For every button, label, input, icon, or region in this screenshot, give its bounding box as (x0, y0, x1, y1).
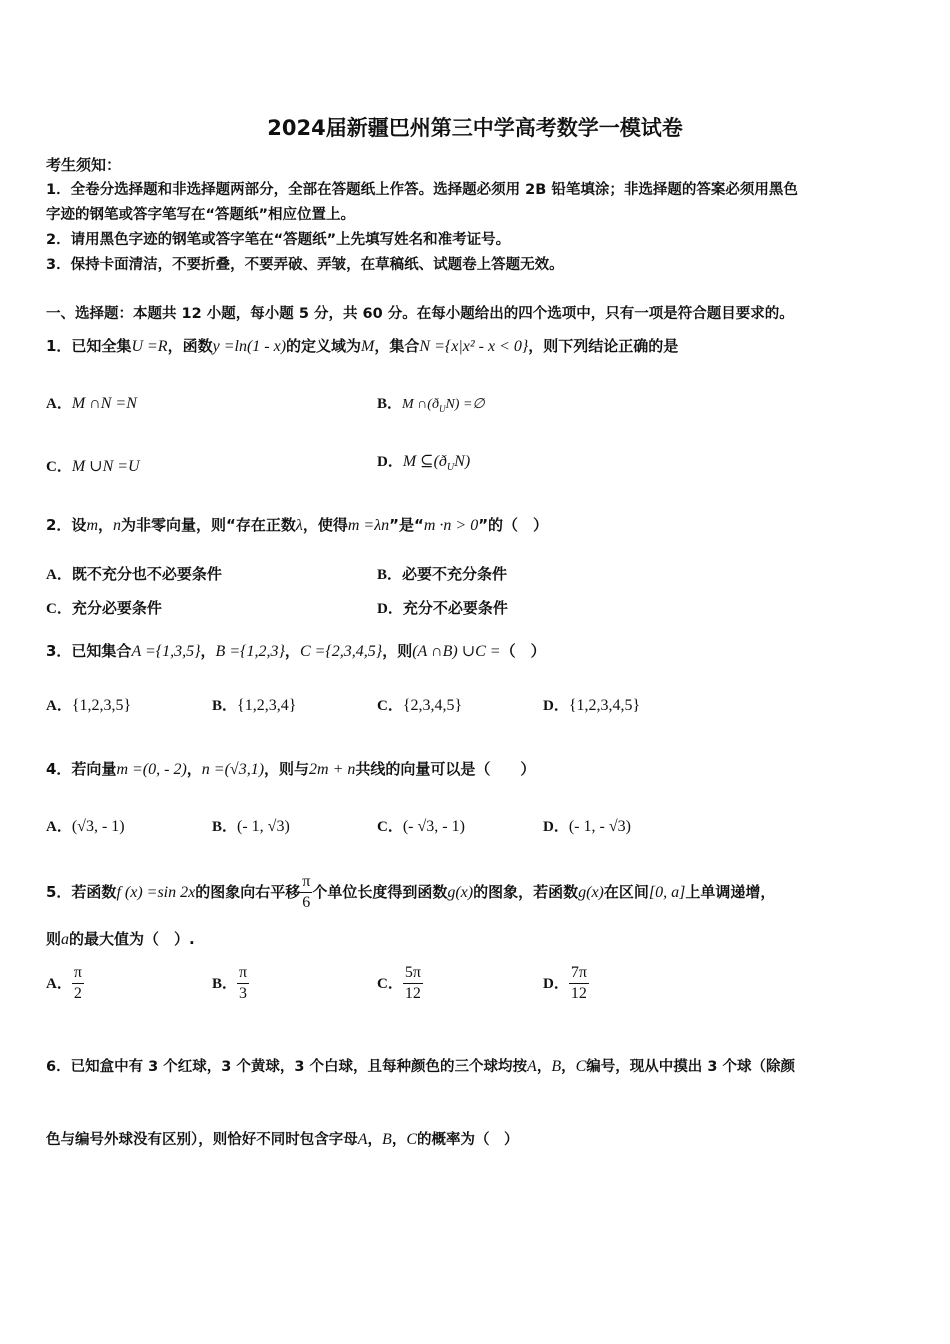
question-1 (46, 335, 678, 356)
option-value: 必要不充分条件 (402, 565, 508, 583)
option-label: D． (543, 819, 569, 835)
q5-text: 在区间 (603, 883, 649, 901)
fraction-denominator: 12 (404, 985, 421, 1002)
q5-text: 5．若函数 (46, 883, 117, 901)
q2-text: ”是“ (389, 516, 424, 534)
option-label: B． (212, 976, 238, 992)
q4-option-d[interactable] (543, 815, 631, 836)
option-label: C． (377, 976, 403, 992)
fraction-denominator: 6 (302, 894, 311, 911)
fraction-numerator: 7π (569, 963, 589, 984)
q6-text: 色与编号外球没有区别），则恰好不同时包含字母 (46, 1132, 358, 1148)
option-label: A． (46, 396, 72, 412)
q1-option-c[interactable] (46, 455, 140, 476)
option-label: C． (377, 819, 403, 835)
question-6 (46, 1055, 795, 1076)
fraction-numerator: 5π (403, 963, 423, 984)
option-value: M ∪N =U (71, 458, 140, 475)
option-value: {1,2,3,5} (71, 697, 132, 714)
q1-text: ，集合 (374, 337, 420, 355)
q2-text: 为非零向量，则“存在正数 (121, 516, 296, 534)
option-value: 既不充分也不必要条件 (71, 565, 222, 583)
q3-math: (A ∩B) ∪C = (412, 643, 501, 660)
q6-text: ， (561, 1059, 576, 1075)
q3-option-c[interactable] (377, 694, 462, 715)
q2-option-d[interactable] (377, 597, 508, 618)
option-subscript: U (438, 404, 446, 415)
notice-heading: 考生须知： (46, 156, 122, 174)
option-subscript: U (446, 462, 455, 474)
fraction-denominator: 12 (570, 985, 587, 1002)
q6-math: B (551, 1058, 562, 1075)
q2-math: n (113, 517, 122, 534)
q5-math: [0, a] (648, 884, 686, 901)
section-heading: 一、选择题：本题共 12 小题，每小题 5 分，共 60 分。在每小题给出的四个选项中，只有一项是符合题目要求的。 (46, 306, 794, 322)
option-value: {1,2,3,4} (237, 697, 297, 714)
fraction-numerator: π (300, 872, 312, 893)
q3-text: ， (200, 642, 216, 660)
option-label: C． (377, 698, 403, 714)
q6-text: ， (536, 1059, 552, 1075)
option-value: M ⊆(ð (402, 453, 447, 470)
q6-math: A (357, 1131, 368, 1148)
q6-text: 的概率为（ ） (416, 1132, 519, 1148)
q4-text: ，则与 (264, 760, 310, 778)
q5-text: 的图象向右平移 (195, 883, 301, 901)
q4-math: m =(0, - 2) (116, 761, 187, 778)
q5-option-b[interactable] (212, 963, 249, 1004)
q5-math: g(x) (578, 884, 604, 901)
q5-text: 上单调递增， (685, 883, 776, 901)
q6-math: C (575, 1058, 587, 1075)
option-label: A． (46, 567, 72, 583)
q4-option-c[interactable] (377, 815, 465, 836)
q1-math: N ={x|x² - x < 0} (419, 338, 529, 355)
option-value: 充分不必要条件 (402, 599, 508, 617)
option-value: (- 1, - √3) (568, 818, 631, 835)
q6-math: A (527, 1058, 537, 1075)
option-value: M ∩(ð (402, 397, 439, 412)
option-label: B． (212, 698, 238, 714)
option-label: B． (212, 819, 238, 835)
q2-option-c[interactable] (46, 597, 162, 618)
q4-option-a[interactable] (46, 815, 125, 836)
q3-math: C ={2,3,4,5} (299, 643, 383, 660)
q6-math: C (406, 1131, 417, 1148)
fraction-denominator: 2 (73, 985, 82, 1002)
q5-option-c[interactable] (377, 963, 423, 1004)
option-fraction (569, 963, 589, 1004)
q6-text: ， (367, 1132, 383, 1148)
q6-text: ， (391, 1132, 407, 1148)
q5-fraction (300, 872, 312, 913)
q5-option-a[interactable] (46, 963, 84, 1004)
question-4 (46, 758, 535, 779)
q1-text: ，则下列结论正确的是 (528, 337, 679, 355)
fraction-numerator: π (237, 963, 249, 984)
option-value: N) (454, 453, 471, 470)
notice-line-1b: 字迹的钢笔或答字笔写在“答题纸”相应位置上。 (46, 207, 356, 223)
q3-option-a[interactable] (46, 694, 131, 715)
question-3 (46, 640, 546, 661)
q1-text: 1．已知全集 (46, 337, 132, 355)
q5-option-d[interactable] (543, 963, 589, 1004)
option-fraction (237, 963, 249, 1004)
q1-math: U =R (131, 338, 168, 355)
q2-math: λ (295, 517, 303, 534)
q5-math: f (x) =sin 2x (116, 884, 196, 901)
page-title: 2024届新疆巴州第三中学高考数学一模试卷 (267, 116, 683, 140)
q5-text: 则 (46, 930, 62, 948)
q2-math: m ·n > 0 (423, 517, 479, 534)
q4-text: 共线的向量可以是（ ） (355, 760, 536, 778)
option-fraction (72, 963, 84, 1004)
question-5 (46, 872, 775, 913)
option-value: 充分必要条件 (71, 599, 162, 617)
q6-math: B (382, 1131, 392, 1148)
option-label: D． (377, 601, 403, 617)
q6-text: 编号，现从中摸出 3 个球（除颜 (586, 1059, 795, 1075)
q1-text: ，函数 (167, 337, 213, 355)
option-value: N) =∅ (445, 397, 485, 412)
q3-text: 3．已知集合 (46, 642, 132, 660)
q2-math: m =λn (347, 517, 390, 534)
option-label: A． (46, 819, 72, 835)
q3-text: （ ） (500, 642, 546, 660)
q3-math: A ={1,3,5} (131, 643, 201, 660)
option-label: B． (377, 396, 403, 412)
q1-option-d[interactable] (377, 450, 470, 473)
q3-option-d[interactable] (543, 694, 640, 715)
q6-text: 6．已知盒中有 3 个红球，3 个黄球，3 个白球，且每种颜色的三个球均按 (46, 1059, 528, 1075)
notice-line-2: 2．请用黑色字迹的钢笔或答字笔在“答题纸”上先填写姓名和准考证号。 (46, 232, 511, 248)
q5-text: 的图象，若函数 (473, 883, 579, 901)
notice-line-1a: 1．全卷分选择题和非选择题两部分，全部在答题纸上作答。选择题必须用 2B 铅笔填涂；非选择题的答案必须用黑色 (46, 182, 798, 198)
q3-text: ，则 (382, 642, 413, 660)
option-value: (- 1, √3) (237, 818, 290, 835)
q1-option-b[interactable] (377, 392, 485, 414)
option-label: A． (46, 698, 72, 714)
fraction-denominator: 3 (239, 985, 248, 1002)
q1-option-a[interactable] (46, 392, 137, 413)
option-label: A． (46, 976, 72, 992)
q5-text: 个单位长度得到函数 (312, 883, 448, 901)
q5-text: 的最大值为（ ）. (69, 930, 195, 948)
q4-math: n =(√3,1) (201, 761, 265, 778)
q5-math: a (61, 931, 70, 948)
q5-math: g(x) (447, 884, 474, 901)
question-6-cont (46, 1128, 518, 1149)
option-label: C． (46, 601, 72, 617)
q3-math: B ={1,2,3} (215, 643, 285, 660)
q2-option-b[interactable] (377, 563, 507, 584)
option-value: {1,2,3,4,5} (568, 697, 641, 714)
q1-math: M (361, 338, 375, 355)
q1-math: y =ln(1 - x) (212, 338, 287, 355)
option-value: (- √3, - 1) (402, 818, 465, 835)
notice-line-3: 3．保持卡面清洁，不要折叠，不要弄破、弄皱，在草稿纸、试题卷上答题无效。 (46, 257, 564, 273)
question-5-cont (46, 928, 195, 949)
option-label: D． (543, 698, 569, 714)
q3-option-b[interactable] (212, 694, 296, 715)
q2-text: ， (98, 516, 114, 534)
option-label: D． (377, 454, 403, 470)
option-label: C． (46, 459, 72, 475)
option-fraction (403, 963, 423, 1004)
q4-math: 2m + n (309, 761, 356, 778)
q4-option-b[interactable] (212, 815, 290, 836)
q2-option-a[interactable] (46, 563, 222, 584)
q2-text: ，使得 (302, 516, 348, 534)
q2-math: m (86, 517, 98, 534)
option-value: (√3, - 1) (71, 818, 125, 835)
q3-text: ， (284, 642, 300, 660)
fraction-numerator: π (72, 963, 84, 984)
option-label: B． (377, 567, 403, 583)
q4-text: 4．若向量 (46, 760, 117, 778)
q4-text: ， (186, 760, 202, 778)
option-value: {2,3,4,5} (402, 697, 463, 714)
q2-text: ”的（ ） (478, 516, 549, 534)
option-label: D． (543, 976, 569, 992)
option-value: M ∩N =N (71, 395, 137, 412)
question-2 (46, 514, 548, 535)
q1-text: 的定义域为 (286, 337, 362, 355)
q2-text: 2．设 (46, 516, 87, 534)
